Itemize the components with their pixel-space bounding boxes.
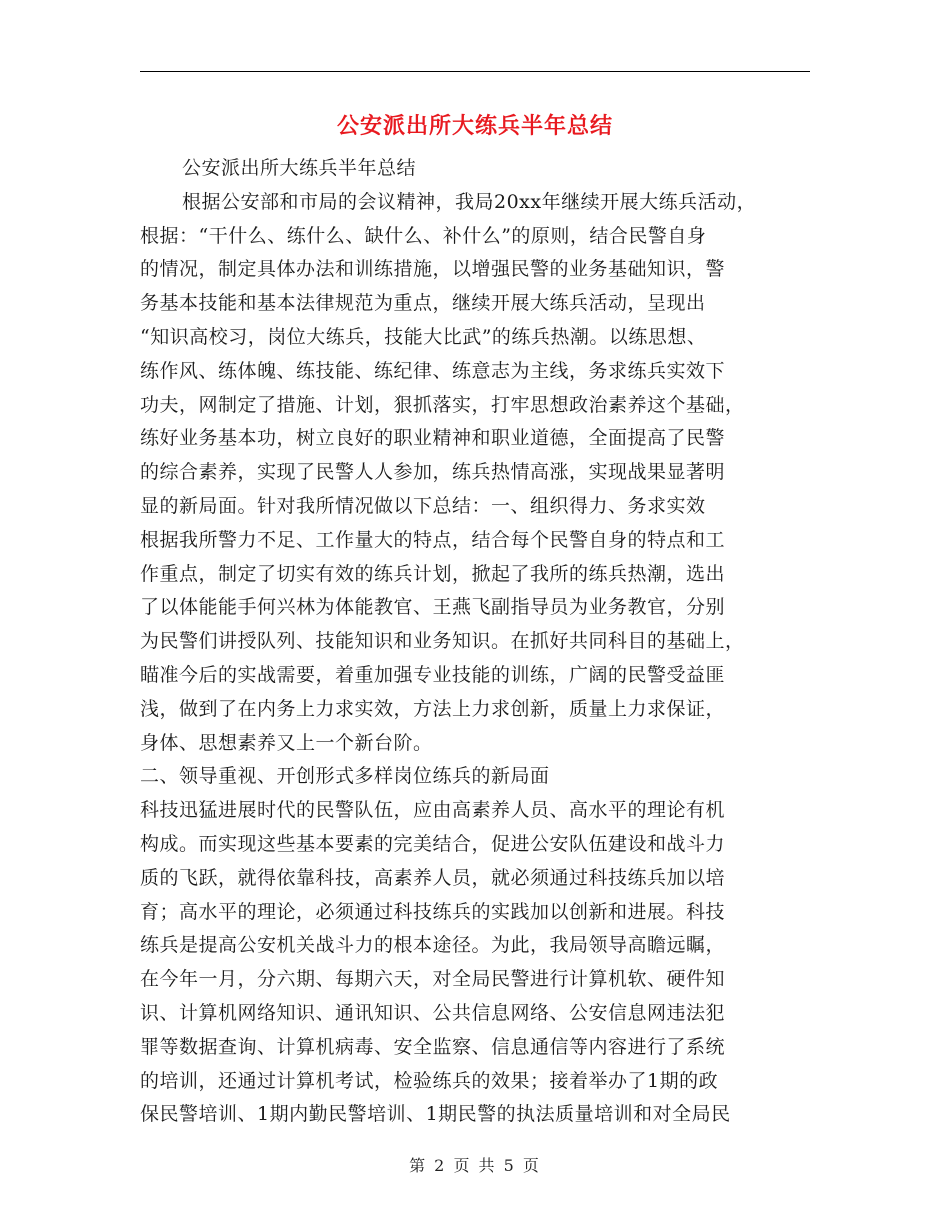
subtitle-line: 公安派出所大练兵半年总结 — [182, 157, 417, 179]
paragraph-line: 功夫，网制定了措施、计划，狠抓落实，打牢思想政治素养这个基础， — [140, 393, 745, 416]
document-title: 公安派出所大练兵半年总结 — [336, 114, 613, 139]
paragraph-line: 练作风、练体魄、练技能、练纪律、练意志为主线，务求练兵实效下 — [140, 359, 726, 382]
paragraph-line: 练好业务基本功，树立良好的职业精神和职业道德，全面提高了民警 — [140, 427, 726, 450]
paragraph-line: 的培训，还通过计算机考试，检验练兵的效果；接着举办了1期的政 — [140, 1069, 719, 1092]
page-number: 第 2 页 共 5 页 — [409, 1156, 541, 1175]
header-rule — [140, 71, 810, 72]
paragraph-line: 练兵是提高公安机关战斗力的根本途径。为此，我局领导高瞻远瞩， — [140, 934, 726, 957]
paragraph-line: 识、计算机网络知识、通讯知识、公共信息网络、公安信息网违法犯 — [140, 1001, 726, 1024]
paragraph-line: 在今年一月，分六期、每期六天，对全局民警进行计算机软、硬件知 — [140, 968, 726, 991]
paragraph-line: 务基本技能和基本法律规范为重点，继续开展大练兵活动，呈现出 — [140, 292, 706, 315]
paragraph-line: 构成。而实现这些基本要素的完美结合，促进公安队伍建设和战斗力 — [140, 832, 726, 855]
paragraph-line: 质的飞跃，就得依靠科技，高素养人员，就必须通过科技练兵加以培 — [140, 866, 726, 889]
paragraph-line: 身体、思想素养又上一个新台阶。 — [140, 731, 433, 754]
paragraph-line: 为民警们讲授队列、技能知识和业务知识。在抓好共同科目的基础上， — [140, 630, 745, 653]
paragraph-line: 了以体能能手何兴林为体能教官、王燕飞副指导员为业务教官，分别 — [140, 596, 726, 619]
paragraph-line: 瞄准今后的实战需要，着重加强专业技能的训练，广阔的民警受益匪 — [140, 663, 726, 686]
paragraph-line: 育；高水平的理论，必须通过科技练兵的实践加以创新和进展。科技 — [140, 900, 726, 923]
document-body — [140, 152, 820, 1132]
paragraph-line: 显的新局面。针对我所情况做以下总结：一、组织得力、务求实效 — [140, 494, 706, 517]
paragraph-line: 根据公安部和市局的会议精神，我局20xx年继续开展大练兵活动， — [182, 190, 757, 213]
paragraph-line: 根据我所警力不足、工作量大的特点，结合每个民警自身的特点和工 — [140, 528, 726, 551]
section-heading: 二、领导重视、开创形式多样岗位练兵的新局面 — [140, 765, 550, 788]
paragraph-line: 的情况，制定具体办法和训练措施，以增强民警的业务基础知识，警 — [140, 258, 726, 281]
paragraph-line: 浅，做到了在内务上力求实效，方法上力求创新，质量上力求保证， — [140, 697, 726, 720]
paragraph-line: 根据：“干什么、练什么、缺什么、补什么”的原则，结合民警自身 — [140, 224, 707, 247]
paragraph-line: “知识高校习，岗位大练兵，技能大比武”的练兵热潮。以练思想、 — [140, 325, 707, 348]
paragraph-line: 的综合素养，实现了民警人人参加，练兵热情高涨，实现战果显著明 — [140, 461, 726, 484]
paragraph-line: 作重点，制定了切实有效的练兵计划，掀起了我所的练兵热潮，选出 — [140, 562, 726, 585]
paragraph-line: 罪等数据查询、计算机病毒、安全监察、信息通信等内容进行了系统 — [140, 1035, 726, 1058]
paragraph-line: 科技迅猛进展时代的民警队伍，应由高素养人员、高水平的理论有机 — [140, 799, 726, 822]
paragraph-line: 保民警培训、1期内勤民警培训、1期民警的执法质量培训和对全局民 — [140, 1103, 731, 1126]
